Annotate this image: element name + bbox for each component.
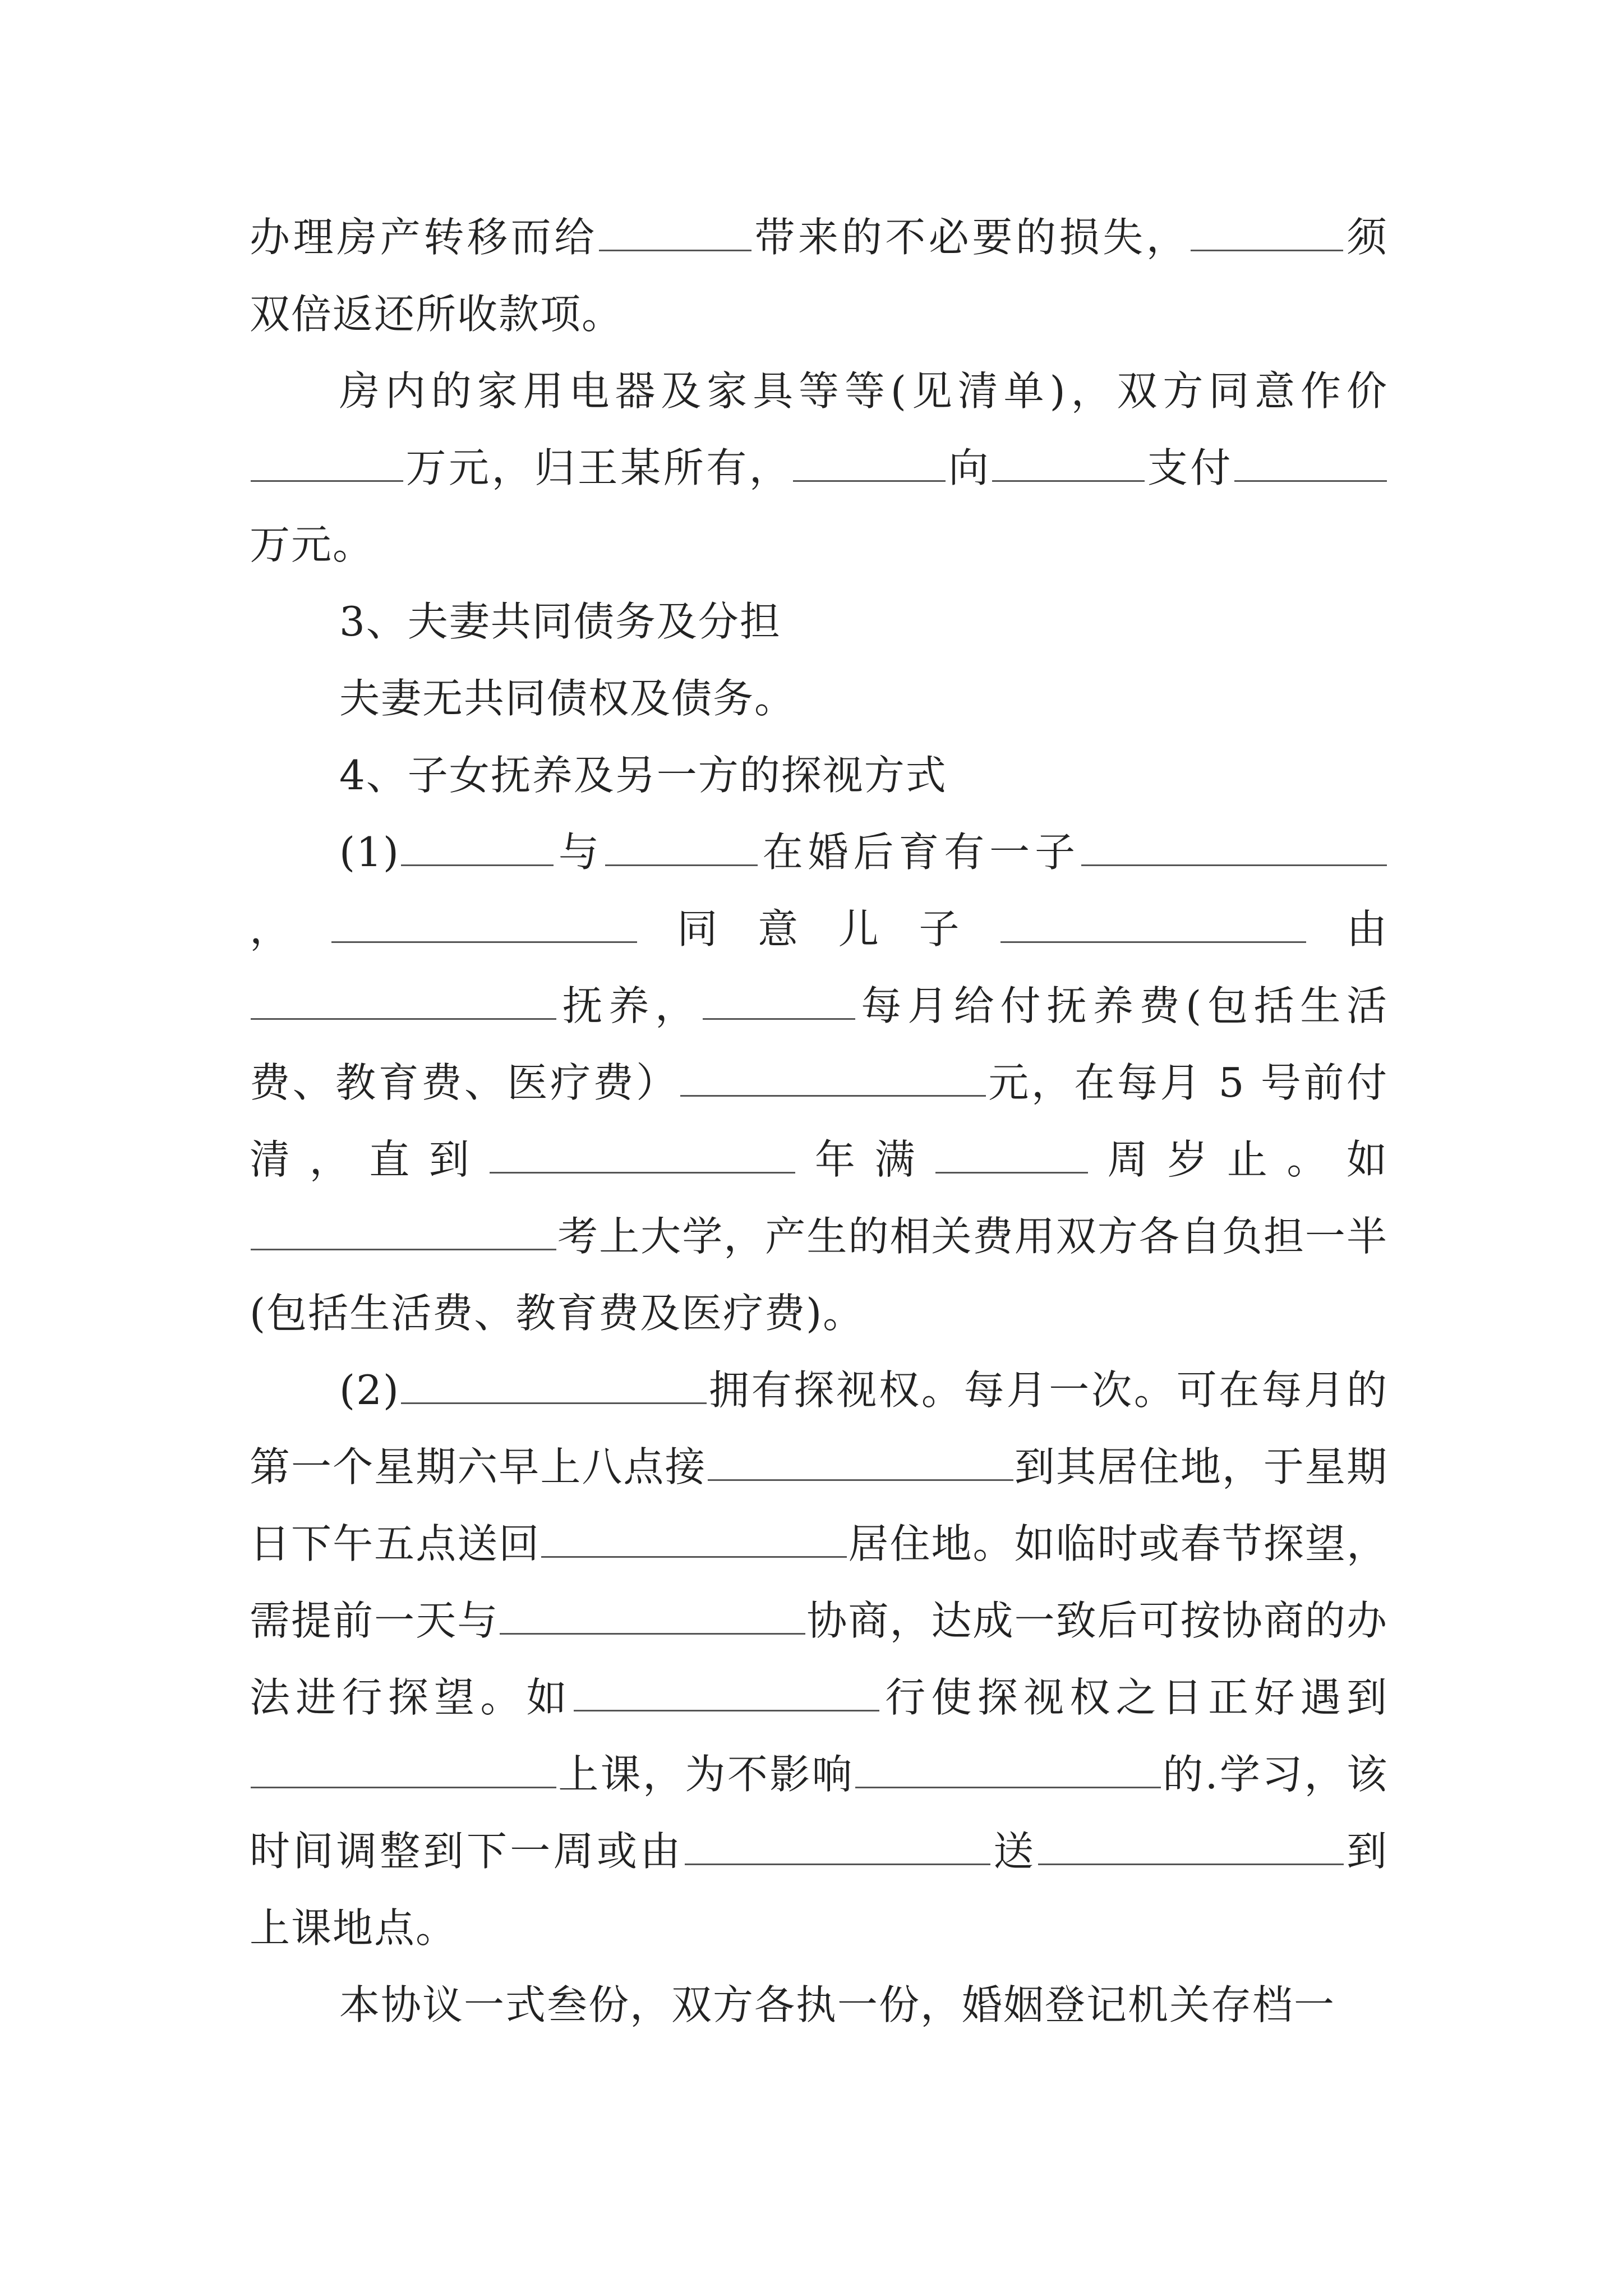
text-run: 抚养， (557, 982, 702, 1029)
blank-field[interactable] (331, 908, 637, 943)
text-run: 周岁止。如 (1089, 1136, 1388, 1183)
blank-field[interactable] (1081, 831, 1387, 866)
blank-field[interactable] (992, 447, 1145, 482)
blank-field[interactable] (251, 1753, 556, 1788)
blank-field[interactable] (935, 1138, 1088, 1174)
paragraph-debts: 夫妻无共同债权及债务。 (339, 675, 796, 722)
paragraph-property-transfer (250, 199, 1388, 353)
blank-field[interactable] (401, 1369, 707, 1404)
text-run: 带来的不必要的损失， (752, 214, 1190, 261)
text-run: 行使探视权之日正好遇到 (880, 1674, 1388, 1721)
blank-field[interactable] (1234, 447, 1387, 482)
blank-field[interactable] (1000, 908, 1306, 943)
text-run: 在婚后育有一子 (758, 829, 1080, 876)
text-run: 由 (1307, 905, 1388, 953)
blank-field[interactable] (685, 1830, 990, 1865)
blank-field[interactable] (490, 1138, 795, 1174)
paragraph-visitation (250, 1352, 1388, 1967)
text-run: 元，在每月 5 号前付清，直到 (250, 1059, 1388, 1183)
blank-field[interactable] (251, 447, 403, 482)
section-heading-custody: 4、子女抚养及另一方的探视方式 (339, 752, 947, 799)
text-run: 每月给付抚养费(包括生活费、教育费、医疗费） (250, 982, 1388, 1106)
blank-field[interactable] (793, 447, 946, 482)
text-run: 到其居住地，于星期日下午五点送回 (250, 1443, 1388, 1567)
text-run: 万元。 (250, 521, 375, 568)
text-run: 万元，归王某所有， (404, 444, 792, 491)
text-run: (1) (339, 829, 400, 876)
blank-field[interactable] (1191, 216, 1343, 251)
text-run: 居住地。如临时或春节探望，需提前一天与 (250, 1520, 1388, 1644)
text-run: 房内的家用电器及家具等等(见清单)，双方同意作价 (339, 367, 1388, 415)
paragraph-copies: 本协议一式叁份，双方各执一份，婚姻登记机关存档一 (339, 1981, 1336, 2028)
section-heading-debts: 3、夫妻共同债务及分担 (339, 598, 781, 645)
text-run: (2) (339, 1366, 400, 1414)
blank-field[interactable] (855, 1753, 1161, 1788)
text-run: 考上大学，产生的相关费用双方各自负担一半(包括生活费、教育费及医疗费)。 (250, 1213, 1388, 1337)
text-run: 协商，达成一致后可按协商的办法进行探望。如 (250, 1597, 1388, 1721)
blank-field[interactable] (599, 216, 751, 251)
blank-field[interactable] (500, 1599, 805, 1635)
text-run: 送 (991, 1828, 1037, 1875)
paragraph-appliances (250, 353, 1388, 583)
text-run: 须双倍返还所收款项。 (250, 214, 1388, 338)
blank-field[interactable] (401, 831, 554, 866)
text-run: 上课，为不影响 (557, 1751, 854, 1798)
blank-field[interactable] (708, 1446, 1013, 1481)
blank-field[interactable] (574, 1676, 879, 1711)
blank-field[interactable] (703, 984, 855, 1020)
text-run: 向 (947, 444, 992, 491)
blank-field[interactable] (680, 1061, 986, 1097)
text-run: 拥有探视权。每月一次。可在每月的第一个星期六早上八点接 (250, 1366, 1388, 1490)
text-run: 到上课地点。 (250, 1828, 1388, 1952)
paragraph-custody (250, 814, 1388, 1352)
document-body (250, 199, 1388, 2044)
blank-field[interactable] (1038, 1830, 1344, 1865)
text-run: 支付 (1146, 444, 1233, 491)
text-run: 办理房产转移而给 (250, 214, 598, 261)
text-run: 同意儿子 (638, 905, 1000, 953)
text-run: 与 (555, 829, 604, 876)
text-run: 年满 (796, 1136, 935, 1183)
text-run: 的.学习，该时间调整到下一周或由 (250, 1751, 1388, 1875)
blank-field[interactable] (541, 1522, 847, 1558)
text-run: ， (250, 905, 330, 953)
blank-field[interactable] (251, 1215, 556, 1250)
blank-field[interactable] (605, 831, 758, 866)
blank-field[interactable] (251, 984, 556, 1020)
